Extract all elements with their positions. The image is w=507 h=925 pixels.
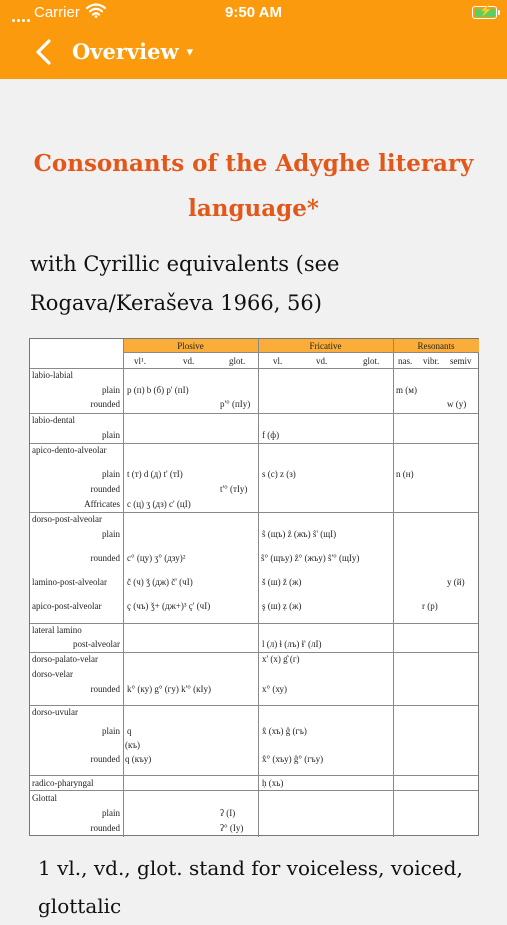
table-cell: ş (ш) ẓ (ж) [262,601,302,611]
overview-dropdown[interactable] [72,39,193,64]
intro-paragraph: with Cyrillic equivalents (see Rogava/Keraševa 1966, 56) [30,252,340,315]
subheader-semiv: semiv [450,356,472,366]
section-label: dorso-post-alveolar [32,514,102,524]
carrier-label: Carrier [34,4,80,21]
table-cell: ŝ (щъ) ẑ (жъ) ŝ' (щӀ) [262,529,337,539]
section-label: lateral lamino [32,625,82,635]
section-label: Glottal [32,793,57,803]
header-plosive: Plosive [123,339,258,353]
table-cell: ç (чъ) ǯ+ (дж+)³ ç' (чӀ) [127,601,211,611]
table-cell: x̂ (хъ) ĝ (гъ) [262,726,307,736]
section-label: dorso-palato-velar [32,654,98,664]
table-cell: s (с) z (з) [262,469,296,479]
table-divider [30,443,478,444]
row-label: plain [102,726,120,736]
subheader-vd: vd. [183,356,195,366]
table-cell: p'° (пӀу) [220,399,251,409]
table-divider [30,790,478,791]
table-divider [30,512,478,513]
row-label: rounded [90,823,120,833]
footnote: 1 vl., vd., glot. stand for voiceless, voiced, glottalic [38,856,463,918]
table-cell: (къ) [125,740,141,750]
table-cell: c° (цу) ʒ° (дзу)² [127,553,186,563]
row-label: plain [102,430,120,440]
table-cell: r (р) [422,601,438,611]
row-label: apico-post-alveolar [32,601,102,611]
row-label: rounded [90,684,120,694]
subheader-vl: vl¹. [134,356,146,366]
table-cell: t (т) d (д) t' (тӀ) [127,469,183,479]
subheader-glot: glot. [229,356,246,366]
table-divider [30,705,478,706]
nav-bar [0,30,507,74]
row-label: rounded [90,484,120,494]
row-label: rounded [90,754,120,764]
table-cell: y (й) [447,577,465,587]
table-cell: l (л) ɬ (лъ) ɬ' (лӀ) [262,639,322,649]
table-cell: ḥ (хь) [262,778,284,788]
section-label: labio-dental [32,415,75,425]
table-cell: č (ч) ǯ (дж) č' (чӀ) [127,577,193,587]
row-label: rounded [90,553,120,563]
back-chevron-icon[interactable] [33,38,55,66]
nav-title-label: Overview [72,39,179,64]
table-cell: m (м) [396,385,417,395]
table-cell: š (ш) ž (ж) [262,577,302,587]
clock: 9:50 AM [225,4,282,21]
section-label: dorso-velar [32,669,73,679]
subheader-nas: nas. [398,356,413,366]
table-cell: n (н) [396,469,414,479]
document-title: Consonants of the Adyghe literary language* [33,150,474,222]
table-divider [30,368,478,369]
header-fricative: Fricative [258,339,393,353]
row-label: plain [102,529,120,539]
subheader-vibr: vibr. [423,356,440,366]
dropdown-caret-icon: ▾ [186,45,194,60]
section-label: dorso-uvular [32,707,78,717]
section-label: labio-labial [32,370,73,380]
table-cell: q [127,726,132,736]
table-cell: c (ц) ʒ (дз) c' (цӀ) [127,499,191,509]
table-divider [30,652,478,653]
section-label: apico-dento-alveolar [32,445,107,455]
row-label: lamino-post-alveolar [32,577,107,587]
table-cell: q (къу) [125,754,152,764]
table-cell: t'° (тӀу) [220,484,248,494]
table-cell: x̂° (хъу) ĝ° (гъу) [262,754,324,764]
header-resonants: Resonants [393,339,479,353]
subheader-vl: vl. [273,356,283,366]
table-cell: p (п) b (б) p' (пӀ) [127,385,189,395]
row-label: plain [102,808,120,818]
table-cell: x° (ху) [262,684,288,694]
status-bar [0,0,507,26]
table-cell: ʔ (Ӏ) [220,808,236,818]
table-divider [30,413,478,414]
section-label: radico-pharyngal [32,778,94,788]
row-label: plain [102,385,120,395]
row-label: post-alveolar [73,639,120,649]
table-divider [30,775,478,776]
table-cell: x' (х) g̑ (г) [262,654,300,664]
table-cell: f (ф) [262,430,280,440]
table-cell: k° (ку) g° (гу) k'° (кӀу) [127,684,211,694]
document-content[interactable] [0,79,507,918]
table-cell: ŝ° (щъу) ẑ° (жъу) ŝ'° (щӀу) [261,553,360,563]
battery-icon: ⚡ [472,6,497,19]
row-label: rounded [90,399,120,409]
row-label: plain [102,469,120,479]
table-divider [30,623,478,624]
table-cell: ʔ° (Ӏу) [220,823,244,833]
subheader-glot: glot. [363,356,380,366]
table-cell: w (у) [447,399,467,409]
consonant-table [29,338,479,836]
row-label: Affricates [84,499,120,509]
app-header [0,0,507,79]
subheader-vd: vd. [316,356,328,366]
